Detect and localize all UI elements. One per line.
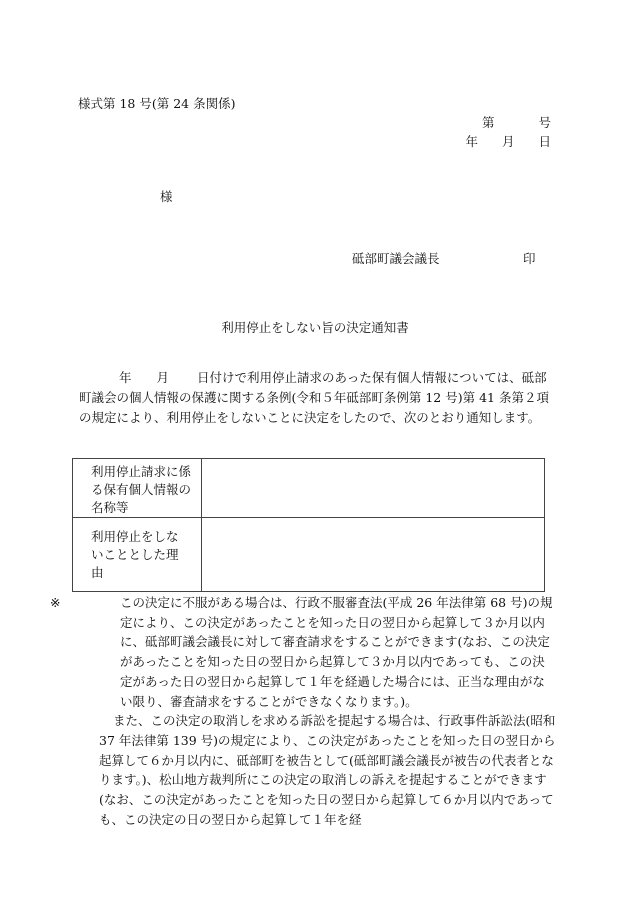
document-number: [482, 113, 551, 131]
document-title: 利用停止をしない旨の決定通知書: [221, 320, 409, 335]
document-date: [465, 132, 551, 150]
reason-label: 利用停止をしないこととした理由: [91, 529, 179, 580]
date-month: 月: [501, 134, 515, 149]
reason-value: [202, 518, 545, 592]
date-day: 日: [538, 134, 551, 149]
note-paragraph-1: [50, 593, 557, 711]
note-section: [50, 593, 557, 829]
number-suffix: 号: [538, 115, 551, 130]
table-label-cell: [73, 518, 202, 592]
info-name-value: [202, 459, 545, 518]
body-paragraph: [79, 368, 551, 428]
sender-name: 砥部町議会議長: [352, 251, 440, 266]
note-text-1: この決定に不服がある場合は、行政不服審査法(平成 26 年法律第 68 号)の規定により、この決定があったことを知った日の翌日から起算して３か月以内に、砥部町議会議長に対して審査請求をすることができます(なお、この決定があったことを知った日の翌日から起算して３か月以内であっても、この決定があった日の翌日から起算して１年を経過した場合には、正当な理由がない限り、審査請求をすることができなくなります。)。: [120, 595, 553, 709]
info-table: [72, 458, 545, 592]
addressee-honorific: 様: [160, 189, 173, 204]
table-label-cell: [73, 459, 202, 518]
form-label: 様式第 18 号(第 24 条関係): [78, 96, 236, 111]
body-date-placeholder: 年 月: [119, 370, 170, 385]
note-paragraph-2: また、この決定の取消しを求める訴訟を提起する場合は、行政事件訴訟法(昭和 37 年法律第 139 号)の規定により、この決定があったことを知った日の翌日から起算して６か月以内に、砥部町を被告として(砥部町議会議長が被告の代表者となります。)、松山地方裁判所にこの決定の取消しの訴えを提起することができます(なお、この決定があったことを知った日の翌日から起算して６か月以内であっても、この決定の日の翌日から起算して１年を経: [99, 713, 556, 827]
note-mark: ※: [50, 595, 61, 610]
number-prefix: 第: [481, 115, 495, 130]
info-name-label: 利用停止請求に係る保有個人情報の名称等: [91, 464, 192, 515]
body-text: 日付けで利用停止請求のあった保有個人情報については、砥部町議会の個人情報の保護に関する条例(令和５年砥部町条例第 12 号)第 41 条第２項の規定により、利用停止をしないことに決定をしたので、次のとおり通知します。: [79, 370, 549, 425]
date-year: 年: [465, 134, 478, 149]
seal-mark: 印: [523, 251, 536, 266]
table-row: [73, 459, 545, 518]
table-row: [73, 518, 545, 592]
